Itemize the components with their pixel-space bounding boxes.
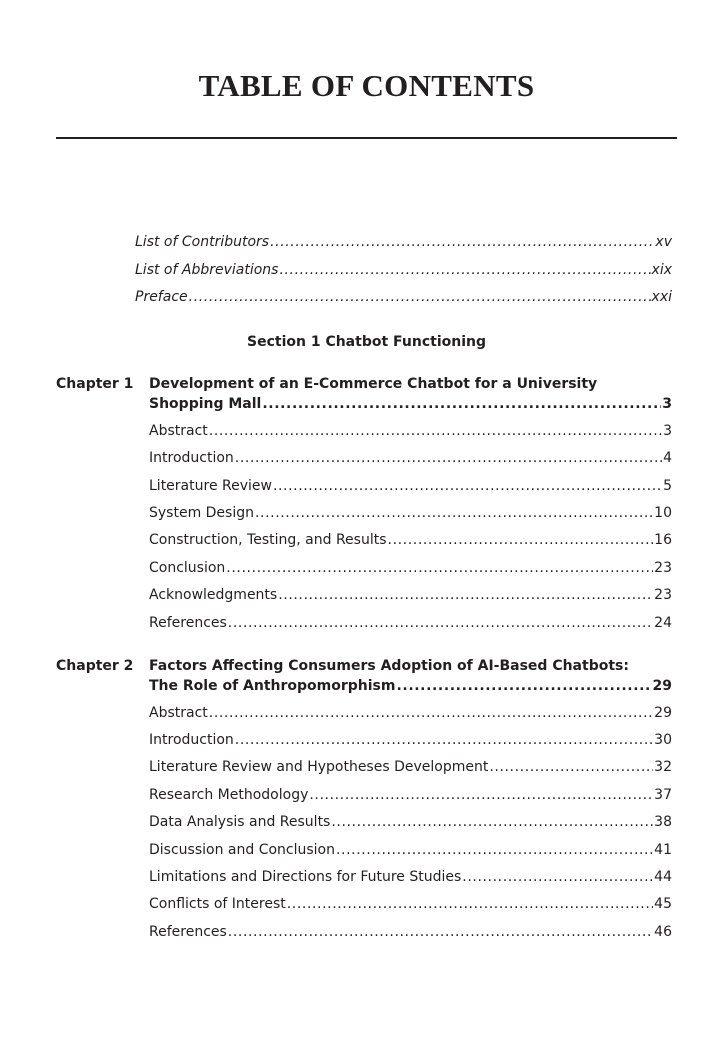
dot-leader bbox=[209, 704, 653, 722]
chapter-title-entry[interactable] bbox=[149, 677, 672, 695]
toc-entry[interactable] bbox=[149, 786, 672, 804]
toc-entry-preface[interactable] bbox=[135, 288, 672, 306]
toc-entry[interactable] bbox=[149, 813, 672, 831]
toc-entry-page: 5 bbox=[663, 478, 672, 494]
toc-entry-label: Abstract bbox=[149, 705, 208, 721]
toc-entry[interactable] bbox=[149, 559, 672, 577]
toc-entry-page: xv bbox=[655, 234, 672, 250]
chapter-title-line1[interactable]: Development of an E-Commerce Chatbot for a University bbox=[149, 376, 598, 392]
dot-leader bbox=[228, 923, 653, 941]
toc-entry-page: 16 bbox=[654, 532, 672, 548]
toc-entry-page: 41 bbox=[654, 842, 672, 858]
toc-entry[interactable] bbox=[149, 868, 672, 886]
toc-entry-label: System Design bbox=[149, 505, 254, 521]
dot-leader bbox=[462, 868, 653, 886]
toc-entry[interactable] bbox=[149, 704, 672, 722]
dot-leader bbox=[336, 841, 653, 859]
dot-leader bbox=[189, 288, 651, 306]
dot-leader bbox=[309, 786, 653, 804]
dot-leader bbox=[228, 614, 653, 632]
dot-leader bbox=[489, 758, 653, 776]
toc-entry[interactable] bbox=[149, 477, 672, 495]
toc-entry[interactable] bbox=[149, 449, 672, 467]
toc-entry-page: 23 bbox=[654, 587, 672, 603]
dot-leader bbox=[388, 531, 654, 549]
toc-entry-label: Conclusion bbox=[149, 560, 226, 576]
toc-entry-contributors[interactable] bbox=[135, 233, 672, 251]
title-rule bbox=[56, 137, 677, 139]
toc-entry[interactable] bbox=[149, 841, 672, 859]
toc-entry-page: 38 bbox=[654, 814, 672, 830]
toc-entry-label: List of Abbreviations bbox=[135, 262, 279, 278]
toc-entry[interactable] bbox=[149, 504, 672, 522]
toc-entry-abbreviations[interactable] bbox=[135, 261, 672, 279]
dot-leader bbox=[270, 233, 654, 251]
toc-entry-page: 30 bbox=[654, 732, 672, 748]
dot-leader bbox=[209, 422, 662, 440]
toc-entry[interactable] bbox=[149, 614, 672, 632]
dot-leader bbox=[235, 449, 662, 467]
toc-entry-label: Conflicts of Interest bbox=[149, 896, 286, 912]
toc-entry-page: 24 bbox=[654, 615, 672, 631]
toc-entry[interactable] bbox=[149, 895, 672, 913]
toc-entry-page: 10 bbox=[654, 505, 672, 521]
toc-entry-label: Data Analysis and Results bbox=[149, 814, 331, 830]
toc-entry-page: 4 bbox=[663, 450, 672, 466]
toc-entry-label: Introduction bbox=[149, 732, 234, 748]
dot-leader bbox=[235, 731, 653, 749]
toc-entry-label: References bbox=[149, 615, 227, 631]
page-title: TABLE OF CONTENTS bbox=[198, 68, 535, 103]
toc-entry-page: 46 bbox=[654, 924, 672, 940]
toc-entry[interactable] bbox=[149, 758, 672, 776]
chapter-page: 29 bbox=[652, 678, 672, 694]
toc-entry-label: Limitations and Directions for Future Studies bbox=[149, 869, 462, 885]
toc-entry-page: 29 bbox=[654, 705, 672, 721]
chapter-title-line1[interactable]: Factors Affecting Consumers Adoption of AI-Based Chatbots: bbox=[149, 658, 629, 674]
toc-entry-label: Preface bbox=[135, 289, 188, 305]
toc-entry-page: xix bbox=[651, 262, 672, 278]
toc-entry-label: Research Methodology bbox=[149, 787, 309, 803]
chapter-title-line2: The Role of Anthropomorphism bbox=[149, 678, 396, 694]
toc-entry-label: Acknowledgments bbox=[149, 587, 278, 603]
toc-entry-page: 3 bbox=[663, 423, 672, 439]
toc-entry[interactable] bbox=[149, 422, 672, 440]
dot-leader bbox=[273, 477, 662, 495]
section-heading: Section 1 Chatbot Functioning bbox=[247, 334, 486, 350]
chapter-label: Chapter 1 bbox=[56, 376, 134, 392]
toc-entry-label: Abstract bbox=[149, 423, 208, 439]
toc-entry-page: 32 bbox=[654, 759, 672, 775]
toc-entry[interactable] bbox=[149, 923, 672, 941]
dot-leader bbox=[226, 559, 653, 577]
toc-entry[interactable] bbox=[149, 731, 672, 749]
toc-entry-label: List of Contributors bbox=[135, 234, 270, 250]
toc-entry-label: Literature Review bbox=[149, 478, 272, 494]
toc-entry-page: 37 bbox=[654, 787, 672, 803]
chapter-title-entry[interactable] bbox=[149, 395, 672, 413]
toc-entry[interactable] bbox=[149, 531, 672, 549]
toc-entry-label: References bbox=[149, 924, 227, 940]
toc-entry-label: Literature Review and Hypotheses Development bbox=[149, 759, 489, 775]
dot-leader bbox=[255, 504, 653, 522]
toc-entry-label: Discussion and Conclusion bbox=[149, 842, 335, 858]
toc-entry-page: xxi bbox=[651, 289, 672, 305]
toc-entry-page: 44 bbox=[654, 869, 672, 885]
dot-leader bbox=[278, 586, 653, 604]
toc-entry-page: 45 bbox=[654, 896, 672, 912]
toc-entry-page: 23 bbox=[654, 560, 672, 576]
dot-leader bbox=[262, 395, 661, 413]
dot-leader bbox=[287, 895, 653, 913]
chapter-label: Chapter 2 bbox=[56, 658, 134, 674]
toc-entry-label: Introduction bbox=[149, 450, 234, 466]
dot-leader bbox=[279, 261, 650, 279]
toc-entry[interactable] bbox=[149, 586, 672, 604]
dot-leader bbox=[396, 677, 651, 695]
toc-entry-label: Construction, Testing, and Results bbox=[149, 532, 387, 548]
chapter-title-line2: Shopping Mall bbox=[149, 396, 262, 412]
dot-leader bbox=[331, 813, 653, 831]
chapter-page: 3 bbox=[662, 396, 672, 412]
